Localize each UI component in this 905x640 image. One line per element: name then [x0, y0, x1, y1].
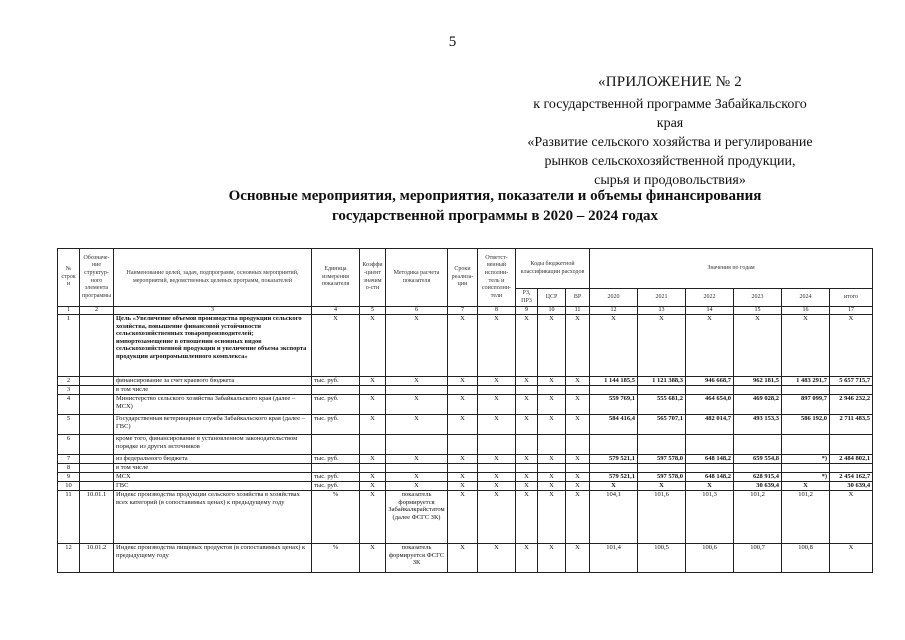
row-rz: Х — [516, 395, 538, 415]
row-method — [386, 386, 448, 395]
row-terms: Х — [448, 473, 478, 482]
row-total: 2 484 802,1 — [830, 455, 873, 464]
row-unit: Х — [312, 315, 360, 377]
row-terms: Х — [448, 395, 478, 415]
document-heading — [0, 186, 905, 226]
row-y2022: 100,6 — [686, 544, 734, 573]
row-resp — [478, 386, 516, 395]
row-csr: Х — [538, 544, 566, 573]
row-y2020: 104,1 — [590, 491, 638, 544]
row-y2021: 1 121 388,3 — [638, 377, 686, 386]
appendix-line: «Развитие сельского хозяйства и регулирование — [527, 135, 813, 150]
row-coef: Х — [360, 544, 386, 573]
header-code: Обозначе-ние структур-ного элемента программы — [80, 249, 114, 307]
row-csr — [538, 435, 566, 455]
row-coef — [360, 464, 386, 473]
header-budget-codes: Коды бюджетной классификации расходов — [516, 249, 590, 289]
row-no: 9 — [58, 473, 80, 482]
appendix-block — [520, 73, 820, 190]
row-vr — [566, 464, 590, 473]
row-rz: Х — [516, 482, 538, 491]
row-y2021: Х — [638, 315, 686, 377]
row-y2024: 101,2 — [782, 491, 830, 544]
row-name: Индекс производства пищевых продуктов (в сопоставимых ценах) к предыдущему году — [114, 544, 312, 573]
row-total: Х — [830, 544, 873, 573]
row-y2022: 946 668,7 — [686, 377, 734, 386]
row-y2022: 101,3 — [686, 491, 734, 544]
row-coef: Х — [360, 491, 386, 544]
col-number: 16 — [782, 307, 830, 315]
row-name: финансирование за счет краевого бюджета — [114, 377, 312, 386]
row-code — [80, 464, 114, 473]
row-csr: Х — [538, 455, 566, 464]
row-vr: Х — [566, 395, 590, 415]
row-resp: Х — [478, 455, 516, 464]
row-resp: Х — [478, 482, 516, 491]
row-terms: Х — [448, 455, 478, 464]
row-y2021: 555 681,2 — [638, 395, 686, 415]
row-coef: Х — [360, 415, 386, 435]
row-method: Х — [386, 377, 448, 386]
row-y2023 — [734, 464, 782, 473]
row-y2023 — [734, 435, 782, 455]
row-vr: Х — [566, 544, 590, 573]
row-coef: Х — [360, 473, 386, 482]
row-y2024: Х — [782, 482, 830, 491]
row-no: 1 — [58, 315, 80, 377]
row-resp: Х — [478, 415, 516, 435]
col-number: 17 — [830, 307, 873, 315]
row-resp — [478, 435, 516, 455]
header-year: 2022 — [686, 289, 734, 307]
row-y2022: Х — [686, 482, 734, 491]
header-terms: Сроки реализа-ции — [448, 249, 478, 307]
header-year: 2021 — [638, 289, 686, 307]
row-y2023: Х — [734, 315, 782, 377]
row-code — [80, 482, 114, 491]
row-unit — [312, 386, 360, 395]
header-method: Методика расчета показателя — [386, 249, 448, 307]
row-rz: Х — [516, 491, 538, 544]
header-name: Наименование целей, задач, подпрограмм, основных мероприятий, мероприятий, ведомственных целевых программ, показателей — [114, 249, 312, 307]
col-number: 5 — [360, 307, 386, 315]
header-total: итого — [830, 289, 873, 307]
heading-line: государственной программы в 2020 – 2024 годах — [331, 208, 659, 224]
row-y2022: 464 654,0 — [686, 395, 734, 415]
row-y2020: 584 416,4 — [590, 415, 638, 435]
row-y2021: 565 707,1 — [638, 415, 686, 435]
header-resp: Ответст-венный исполни-тель и соисполни-тели — [478, 249, 516, 307]
row-no: 5 — [58, 415, 80, 435]
row-y2024: *) — [782, 473, 830, 482]
heading-line: Основные мероприятия, мероприятия, показатели и объемы финансирования — [228, 188, 762, 204]
row-method — [386, 464, 448, 473]
row-coef: Х — [360, 315, 386, 377]
row-code: 10.01.2 — [80, 544, 114, 573]
row-vr: Х — [566, 415, 590, 435]
header-bc-csr: ЦСР — [538, 289, 566, 307]
col-number: 12 — [590, 307, 638, 315]
row-code — [80, 377, 114, 386]
table-row — [58, 491, 873, 544]
row-csr: Х — [538, 482, 566, 491]
row-y2020 — [590, 386, 638, 395]
row-y2022: 482 014,7 — [686, 415, 734, 435]
table-row — [58, 377, 873, 386]
row-terms — [448, 464, 478, 473]
row-name: кроме того, финансирование в установленном законодательством порядке из других источников — [114, 435, 312, 455]
row-resp: Х — [478, 315, 516, 377]
row-name: Государственная ветеринарная служба Забайкальского края (далее – ГВС) — [114, 415, 312, 435]
row-y2023: 100,7 — [734, 544, 782, 573]
row-y2021 — [638, 464, 686, 473]
row-csr: Х — [538, 377, 566, 386]
row-total — [830, 386, 873, 395]
row-unit: % — [312, 491, 360, 544]
row-y2024 — [782, 435, 830, 455]
row-terms — [448, 386, 478, 395]
table-row — [58, 395, 873, 415]
row-y2020 — [590, 464, 638, 473]
header-bc-vr: ВР — [566, 289, 590, 307]
row-method: показатель формируется Забайкалкрайстатом (далее ФСГС ЗК) — [386, 491, 448, 544]
row-y2023: 101,2 — [734, 491, 782, 544]
appendix-title: «ПРИЛОЖЕНИЕ № 2 — [598, 74, 742, 90]
col-number: 9 — [516, 307, 538, 315]
col-number: 10 — [538, 307, 566, 315]
row-y2022: 648 148,2 — [686, 473, 734, 482]
col-number: 11 — [566, 307, 590, 315]
row-vr: Х — [566, 455, 590, 464]
row-total: 2 946 232,2 — [830, 395, 873, 415]
row-method: показатель формируется ФСГС ЗК — [386, 544, 448, 573]
row-code — [80, 315, 114, 377]
table-row — [58, 435, 873, 455]
row-method: Х — [386, 315, 448, 377]
row-y2024: Х — [782, 315, 830, 377]
header-bc-rz: РЗ, ПР3 — [516, 289, 538, 307]
row-terms: Х — [448, 544, 478, 573]
row-csr — [538, 386, 566, 395]
row-vr — [566, 386, 590, 395]
row-total: Х — [830, 315, 873, 377]
row-method: Х — [386, 395, 448, 415]
column-number-row — [58, 307, 873, 315]
row-total: Х — [830, 491, 873, 544]
page-number: 5 — [448, 34, 457, 50]
row-vr — [566, 435, 590, 455]
row-unit: тыс. руб. — [312, 415, 360, 435]
col-number: 14 — [686, 307, 734, 315]
row-y2024: 1 483 291,7 — [782, 377, 830, 386]
table-row — [58, 386, 873, 395]
row-y2020: 101,4 — [590, 544, 638, 573]
row-unit: тыс. руб. — [312, 377, 360, 386]
row-y2023: 659 554,8 — [734, 455, 782, 464]
row-resp: Х — [478, 491, 516, 544]
col-number: 13 — [638, 307, 686, 315]
table-row — [58, 544, 873, 573]
row-no: 3 — [58, 386, 80, 395]
row-method: Х — [386, 482, 448, 491]
row-y2021: Х — [638, 482, 686, 491]
row-y2021 — [638, 386, 686, 395]
row-rz: Х — [516, 315, 538, 377]
row-vr: Х — [566, 377, 590, 386]
col-number: 8 — [478, 307, 516, 315]
row-no: 6 — [58, 435, 80, 455]
row-no: 4 — [58, 395, 80, 415]
row-terms: Х — [448, 482, 478, 491]
row-name: из федерального бюджета — [114, 455, 312, 464]
row-code — [80, 473, 114, 482]
col-number: 2 — [80, 307, 114, 315]
table-row — [58, 415, 873, 435]
row-total: 2 711 483,5 — [830, 415, 873, 435]
row-name: Индекс производства продукции сельского хозяйства в хозяйствах всех категорий (в сопоставимых ценах) к предыдущему году — [114, 491, 312, 544]
row-method: Х — [386, 455, 448, 464]
row-csr: Х — [538, 395, 566, 415]
row-y2020 — [590, 435, 638, 455]
header-coef: Коэффи-циент значимо-сти — [360, 249, 386, 307]
row-code — [80, 435, 114, 455]
row-y2021: 597 578,0 — [638, 473, 686, 482]
row-y2022: Х — [686, 315, 734, 377]
row-rz: Х — [516, 377, 538, 386]
row-y2021 — [638, 435, 686, 455]
col-number: 4 — [312, 307, 360, 315]
row-code — [80, 395, 114, 415]
row-no: 7 — [58, 455, 80, 464]
row-csr: Х — [538, 315, 566, 377]
row-unit: тыс. руб. — [312, 473, 360, 482]
row-resp: Х — [478, 395, 516, 415]
row-no: 2 — [58, 377, 80, 386]
row-unit: % — [312, 544, 360, 573]
row-vr: Х — [566, 473, 590, 482]
row-terms: Х — [448, 377, 478, 386]
row-csr: Х — [538, 473, 566, 482]
row-no: 11 — [58, 491, 80, 544]
appendix-line: к государственной программе Забайкальского края — [533, 97, 807, 131]
table-row — [58, 464, 873, 473]
table-row — [58, 482, 873, 491]
row-total — [830, 435, 873, 455]
row-rz — [516, 386, 538, 395]
appendix-line: сырья и продовольствия» — [594, 173, 746, 188]
row-no: 12 — [58, 544, 80, 573]
row-y2024 — [782, 464, 830, 473]
row-y2022 — [686, 435, 734, 455]
row-name: МСХ — [114, 473, 312, 482]
row-y2020: Х — [590, 482, 638, 491]
row-y2023: 30 639,4 — [734, 482, 782, 491]
header-row-no: № строки — [58, 249, 80, 307]
col-number: 3 — [114, 307, 312, 315]
row-total: 2 454 162,7 — [830, 473, 873, 482]
row-resp — [478, 464, 516, 473]
row-total — [830, 464, 873, 473]
row-unit: тыс. руб. — [312, 395, 360, 415]
row-code — [80, 415, 114, 435]
row-code — [80, 386, 114, 395]
header-year: 2024 — [782, 289, 830, 307]
col-number: 7 — [448, 307, 478, 315]
table-row — [58, 473, 873, 482]
header-year: 2020 — [590, 289, 638, 307]
row-no: 8 — [58, 464, 80, 473]
row-resp: Х — [478, 473, 516, 482]
row-rz — [516, 435, 538, 455]
header-year: 2023 — [734, 289, 782, 307]
row-y2024: 100,8 — [782, 544, 830, 573]
row-y2023: 962 181,5 — [734, 377, 782, 386]
col-number: 1 — [58, 307, 80, 315]
row-y2020: Х — [590, 315, 638, 377]
header-unit: Единица измерения показателя — [312, 249, 360, 307]
row-y2020: 579 521,1 — [590, 455, 638, 464]
row-unit — [312, 435, 360, 455]
program-table — [57, 248, 873, 573]
row-y2023: 469 028,2 — [734, 395, 782, 415]
row-vr: Х — [566, 482, 590, 491]
row-rz: Х — [516, 415, 538, 435]
row-y2023 — [734, 386, 782, 395]
row-terms: Х — [448, 415, 478, 435]
row-code: 10.01.1 — [80, 491, 114, 544]
row-coef: Х — [360, 377, 386, 386]
row-rz — [516, 464, 538, 473]
row-method: Х — [386, 473, 448, 482]
row-coef — [360, 435, 386, 455]
row-y2022 — [686, 464, 734, 473]
row-y2020: 1 144 185,5 — [590, 377, 638, 386]
row-y2024 — [782, 386, 830, 395]
row-terms: Х — [448, 491, 478, 544]
row-coef: Х — [360, 482, 386, 491]
row-terms — [448, 435, 478, 455]
row-name: в том числе — [114, 386, 312, 395]
row-total: 5 657 715,7 — [830, 377, 873, 386]
col-number: 6 — [386, 307, 448, 315]
row-vr: Х — [566, 315, 590, 377]
header-values-by-year: Значения по годам — [590, 249, 873, 289]
row-rz: Х — [516, 455, 538, 464]
row-y2024: *) — [782, 455, 830, 464]
row-csr: Х — [538, 415, 566, 435]
row-y2024: 586 192,0 — [782, 415, 830, 435]
row-name: Министерство сельского хозяйства Забайкальского края (далее – МСХ) — [114, 395, 312, 415]
row-y2020: 579 521,1 — [590, 473, 638, 482]
row-csr: Х — [538, 491, 566, 544]
row-y2023: 628 915,4 — [734, 473, 782, 482]
col-number: 15 — [734, 307, 782, 315]
row-name: в том числе — [114, 464, 312, 473]
row-y2022 — [686, 386, 734, 395]
row-name: ГВС — [114, 482, 312, 491]
row-coef: Х — [360, 395, 386, 415]
row-vr: Х — [566, 491, 590, 544]
appendix-line: рынков сельскохозяйственной продукции, — [544, 154, 796, 169]
row-resp: Х — [478, 544, 516, 573]
row-total: 30 639,4 — [830, 482, 873, 491]
row-csr — [538, 464, 566, 473]
row-y2023: 493 153,3 — [734, 415, 782, 435]
table-row — [58, 455, 873, 464]
row-method: Х — [386, 415, 448, 435]
row-resp: Х — [478, 377, 516, 386]
row-no: 10 — [58, 482, 80, 491]
row-y2021: 100,5 — [638, 544, 686, 573]
row-y2021: 597 578,0 — [638, 455, 686, 464]
row-coef: Х — [360, 455, 386, 464]
row-y2020: 559 769,1 — [590, 395, 638, 415]
row-unit — [312, 464, 360, 473]
row-y2021: 101,6 — [638, 491, 686, 544]
row-y2024: 897 099,7 — [782, 395, 830, 415]
row-unit: тыс. руб. — [312, 455, 360, 464]
row-coef — [360, 386, 386, 395]
row-rz: Х — [516, 473, 538, 482]
row-terms: Х — [448, 315, 478, 377]
row-name: Цель «Увеличение объемов производства продукции сельского хозяйства, повышение финансовой устойчивости сельскохозяйственных товаропроизводителей; импортозамещение в отношении основных видов сельскохозяйственной продукции и увеличение объема экспорта продукции агропромышленного комплекса» — [114, 315, 312, 377]
row-rz: Х — [516, 544, 538, 573]
row-unit: тыс. руб. — [312, 482, 360, 491]
row-y2022: 648 148,2 — [686, 455, 734, 464]
row-code — [80, 455, 114, 464]
row-method — [386, 435, 448, 455]
table-row — [58, 315, 873, 377]
